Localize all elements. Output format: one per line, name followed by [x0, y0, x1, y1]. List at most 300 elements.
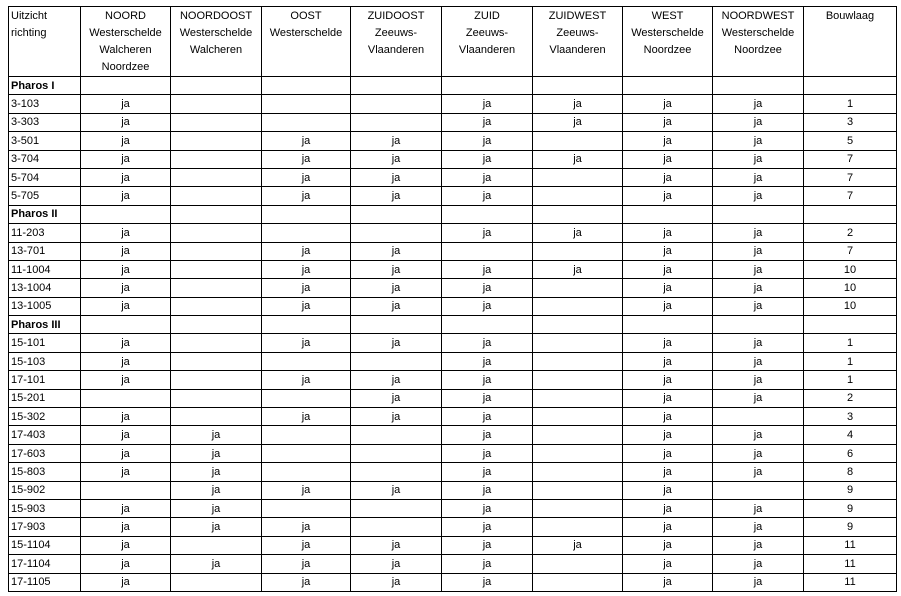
view-cell	[533, 518, 623, 536]
empty-cell	[533, 316, 623, 334]
view-cell: ja	[442, 518, 533, 536]
header-noordoost: NOORDOOST Westerschelde Walcheren	[171, 7, 262, 77]
table-row	[9, 224, 897, 242]
table-row	[9, 297, 897, 315]
view-cell: ja	[81, 224, 171, 242]
table-row	[9, 352, 897, 370]
view-cell: ja	[442, 573, 533, 591]
view-cell	[351, 426, 442, 444]
view-cell: ja	[533, 224, 623, 242]
table-row	[9, 150, 897, 168]
floor-level-cell: 3	[804, 113, 897, 131]
view-cell: ja	[81, 463, 171, 481]
view-cell: ja	[442, 555, 533, 573]
floor-level-cell: 1	[804, 352, 897, 370]
unit-number-cell: 15-903	[9, 499, 81, 517]
empty-cell	[351, 205, 442, 223]
empty-cell	[171, 316, 262, 334]
empty-cell	[262, 205, 351, 223]
view-cell	[351, 518, 442, 536]
view-cell: ja	[442, 260, 533, 278]
view-cell: ja	[442, 297, 533, 315]
view-cell: ja	[351, 481, 442, 499]
view-cell	[533, 132, 623, 150]
unit-number-cell: 17-403	[9, 426, 81, 444]
unit-number-cell: 15-1104	[9, 536, 81, 554]
view-cell: ja	[623, 389, 713, 407]
view-cell: ja	[623, 168, 713, 186]
view-cell: ja	[81, 573, 171, 591]
view-cell: ja	[81, 132, 171, 150]
view-cell: ja	[81, 95, 171, 113]
view-cell	[351, 95, 442, 113]
view-cell: ja	[533, 260, 623, 278]
view-cell: ja	[262, 555, 351, 573]
empty-cell	[533, 77, 623, 95]
view-cell	[533, 444, 623, 462]
view-cell	[533, 334, 623, 352]
unit-number-cell: 11-203	[9, 224, 81, 242]
view-cell	[533, 408, 623, 426]
view-cell: ja	[442, 113, 533, 131]
view-cell	[533, 555, 623, 573]
view-cell	[351, 444, 442, 462]
empty-cell	[713, 205, 804, 223]
floor-level-cell: 9	[804, 518, 897, 536]
view-cell	[171, 371, 262, 389]
view-cell: ja	[81, 113, 171, 131]
view-cell: ja	[623, 334, 713, 352]
floor-level-cell: 10	[804, 279, 897, 297]
view-cell	[713, 481, 804, 499]
group-header-row	[9, 205, 897, 223]
view-cell	[262, 499, 351, 517]
view-cell: ja	[713, 573, 804, 591]
view-cell	[533, 371, 623, 389]
view-cell	[262, 426, 351, 444]
empty-cell	[81, 77, 171, 95]
empty-cell	[804, 77, 897, 95]
empty-cell	[171, 77, 262, 95]
table-row	[9, 279, 897, 297]
unit-number-cell: 15-103	[9, 352, 81, 370]
view-cell: ja	[262, 150, 351, 168]
view-cell: ja	[262, 279, 351, 297]
view-cell: ja	[713, 260, 804, 278]
view-cell	[262, 95, 351, 113]
view-cell: ja	[81, 150, 171, 168]
view-cell: ja	[533, 150, 623, 168]
view-cell	[351, 224, 442, 242]
floor-level-cell: 1	[804, 334, 897, 352]
view-cell	[171, 132, 262, 150]
empty-cell	[81, 205, 171, 223]
empty-cell	[262, 77, 351, 95]
table-row	[9, 573, 897, 591]
view-cell	[713, 408, 804, 426]
view-cell: ja	[351, 555, 442, 573]
table-row	[9, 371, 897, 389]
view-cell: ja	[623, 573, 713, 591]
floor-level-cell: 2	[804, 389, 897, 407]
view-cell: ja	[262, 260, 351, 278]
empty-cell	[171, 205, 262, 223]
header-noordwest: NOORDWEST Westerschelde Noordzee	[713, 7, 804, 77]
view-cell: ja	[623, 95, 713, 113]
view-cell: ja	[713, 426, 804, 444]
view-cell: ja	[713, 242, 804, 260]
empty-cell	[442, 205, 533, 223]
header-row	[9, 7, 897, 77]
unit-number-cell: 15-302	[9, 408, 81, 426]
table-row	[9, 334, 897, 352]
view-cell: ja	[623, 444, 713, 462]
view-cell: ja	[442, 352, 533, 370]
view-cell: ja	[171, 499, 262, 517]
view-cell	[171, 536, 262, 554]
view-cell: ja	[351, 150, 442, 168]
view-cell: ja	[442, 224, 533, 242]
header-uitzicht-richting: Uitzicht richting	[9, 7, 81, 77]
group-header-row	[9, 316, 897, 334]
view-cell	[262, 463, 351, 481]
empty-cell	[713, 316, 804, 334]
view-cell: ja	[171, 518, 262, 536]
view-cell	[171, 573, 262, 591]
view-cell: ja	[442, 187, 533, 205]
view-cell	[351, 352, 442, 370]
unit-number-cell: 17-101	[9, 371, 81, 389]
unit-number-cell: 11-1004	[9, 260, 81, 278]
view-cell: ja	[351, 371, 442, 389]
view-cell: ja	[442, 499, 533, 517]
view-cell	[171, 113, 262, 131]
view-cell: ja	[171, 426, 262, 444]
view-direction-table	[8, 6, 897, 592]
table-row	[9, 242, 897, 260]
view-cell: ja	[81, 260, 171, 278]
view-cell	[262, 444, 351, 462]
view-cell: ja	[623, 518, 713, 536]
view-cell: ja	[713, 334, 804, 352]
header-oost: OOST Westerschelde	[262, 7, 351, 77]
view-cell	[171, 408, 262, 426]
empty-cell	[623, 316, 713, 334]
view-cell: ja	[351, 297, 442, 315]
empty-cell	[351, 316, 442, 334]
view-cell: ja	[351, 408, 442, 426]
view-cell	[81, 481, 171, 499]
header-zuidwest: ZUIDWEST Zeeuws- Vlaanderen	[533, 7, 623, 77]
view-cell: ja	[623, 260, 713, 278]
view-cell: ja	[262, 242, 351, 260]
view-cell: ja	[262, 187, 351, 205]
group-label: Pharos III	[9, 316, 81, 334]
view-cell: ja	[713, 444, 804, 462]
view-cell: ja	[351, 132, 442, 150]
view-cell: ja	[442, 334, 533, 352]
unit-number-cell: 17-603	[9, 444, 81, 462]
header-noord: NOORD Westerschelde Walcheren Noordzee	[81, 7, 171, 77]
unit-number-cell: 13-701	[9, 242, 81, 260]
view-cell: ja	[713, 187, 804, 205]
view-cell: ja	[442, 168, 533, 186]
view-cell: ja	[262, 408, 351, 426]
view-cell: ja	[533, 113, 623, 131]
view-cell: ja	[623, 463, 713, 481]
view-cell: ja	[351, 389, 442, 407]
group-label: Pharos I	[9, 77, 81, 95]
view-cell: ja	[81, 279, 171, 297]
view-cell: ja	[442, 389, 533, 407]
view-cell: ja	[533, 95, 623, 113]
empty-cell	[442, 77, 533, 95]
view-cell: ja	[81, 371, 171, 389]
unit-number-cell: 15-902	[9, 481, 81, 499]
view-cell: ja	[262, 536, 351, 554]
view-cell: ja	[713, 499, 804, 517]
view-cell: ja	[262, 573, 351, 591]
view-cell: ja	[713, 352, 804, 370]
view-cell: ja	[81, 536, 171, 554]
view-cell	[171, 224, 262, 242]
view-cell	[171, 389, 262, 407]
view-cell: ja	[623, 371, 713, 389]
view-cell: ja	[262, 481, 351, 499]
view-cell: ja	[171, 555, 262, 573]
view-cell	[533, 499, 623, 517]
view-cell: ja	[81, 352, 171, 370]
view-cell: ja	[623, 297, 713, 315]
view-cell: ja	[442, 481, 533, 499]
empty-cell	[262, 316, 351, 334]
view-cell: ja	[171, 463, 262, 481]
group-label: Pharos II	[9, 205, 81, 223]
view-cell: ja	[623, 499, 713, 517]
view-cell: ja	[623, 555, 713, 573]
floor-level-cell: 7	[804, 168, 897, 186]
view-cell: ja	[623, 426, 713, 444]
view-cell: ja	[262, 168, 351, 186]
view-cell: ja	[442, 426, 533, 444]
view-cell	[81, 389, 171, 407]
empty-cell	[533, 205, 623, 223]
view-cell: ja	[351, 334, 442, 352]
view-cell: ja	[442, 536, 533, 554]
header-bouwlaag: Bouwlaag	[804, 7, 897, 77]
view-cell	[351, 113, 442, 131]
unit-number-cell: 17-1104	[9, 555, 81, 573]
view-cell: ja	[81, 499, 171, 517]
unit-number-cell: 13-1005	[9, 297, 81, 315]
floor-level-cell: 9	[804, 481, 897, 499]
floor-level-cell: 4	[804, 426, 897, 444]
view-cell: ja	[713, 279, 804, 297]
unit-number-cell: 15-803	[9, 463, 81, 481]
view-cell: ja	[713, 389, 804, 407]
unit-number-cell: 15-101	[9, 334, 81, 352]
view-cell	[442, 242, 533, 260]
floor-level-cell: 2	[804, 224, 897, 242]
floor-level-cell: 6	[804, 444, 897, 462]
view-cell	[533, 573, 623, 591]
view-cell: ja	[262, 334, 351, 352]
view-cell: ja	[713, 518, 804, 536]
view-cell	[262, 389, 351, 407]
unit-number-cell: 17-1105	[9, 573, 81, 591]
empty-cell	[351, 77, 442, 95]
table-row	[9, 408, 897, 426]
view-cell: ja	[713, 113, 804, 131]
view-cell: ja	[262, 371, 351, 389]
table-row	[9, 132, 897, 150]
view-cell: ja	[171, 481, 262, 499]
empty-cell	[804, 316, 897, 334]
table-row	[9, 95, 897, 113]
empty-cell	[804, 205, 897, 223]
view-cell: ja	[442, 95, 533, 113]
view-cell	[171, 260, 262, 278]
empty-cell	[713, 77, 804, 95]
view-cell: ja	[81, 334, 171, 352]
view-cell: ja	[623, 242, 713, 260]
view-cell: ja	[713, 224, 804, 242]
view-cell: ja	[623, 113, 713, 131]
view-cell: ja	[442, 444, 533, 462]
table-row	[9, 389, 897, 407]
table-row	[9, 463, 897, 481]
view-cell: ja	[81, 518, 171, 536]
header-west: WEST Westerschelde Noordzee	[623, 7, 713, 77]
view-cell: ja	[623, 224, 713, 242]
view-cell	[351, 463, 442, 481]
floor-level-cell: 10	[804, 260, 897, 278]
view-cell	[171, 187, 262, 205]
view-cell	[351, 499, 442, 517]
view-cell: ja	[623, 352, 713, 370]
view-cell	[533, 279, 623, 297]
view-cell: ja	[623, 187, 713, 205]
unit-number-cell: 13-1004	[9, 279, 81, 297]
view-cell: ja	[81, 555, 171, 573]
view-cell: ja	[81, 426, 171, 444]
floor-level-cell: 1	[804, 371, 897, 389]
view-cell: ja	[442, 408, 533, 426]
floor-level-cell: 11	[804, 555, 897, 573]
table-row	[9, 518, 897, 536]
table-body	[9, 77, 897, 592]
view-cell: ja	[623, 132, 713, 150]
view-cell: ja	[623, 279, 713, 297]
view-cell: ja	[713, 555, 804, 573]
floor-level-cell: 7	[804, 187, 897, 205]
table-row	[9, 555, 897, 573]
unit-number-cell: 15-201	[9, 389, 81, 407]
view-cell: ja	[171, 444, 262, 462]
unit-number-cell: 5-705	[9, 187, 81, 205]
view-cell: ja	[81, 408, 171, 426]
table-row	[9, 426, 897, 444]
view-cell	[171, 95, 262, 113]
view-cell	[533, 481, 623, 499]
view-cell	[171, 279, 262, 297]
view-cell: ja	[351, 573, 442, 591]
view-cell	[533, 168, 623, 186]
view-cell	[533, 389, 623, 407]
view-cell	[533, 352, 623, 370]
floor-level-cell: 11	[804, 573, 897, 591]
view-cell	[262, 352, 351, 370]
view-cell: ja	[623, 150, 713, 168]
view-cell: ja	[713, 132, 804, 150]
view-cell	[171, 352, 262, 370]
view-cell: ja	[351, 168, 442, 186]
view-cell: ja	[81, 297, 171, 315]
view-cell	[262, 224, 351, 242]
floor-level-cell: 1	[804, 95, 897, 113]
view-cell: ja	[351, 187, 442, 205]
empty-cell	[442, 316, 533, 334]
table-row	[9, 499, 897, 517]
table-row	[9, 168, 897, 186]
unit-number-cell: 5-704	[9, 168, 81, 186]
view-cell: ja	[351, 279, 442, 297]
empty-cell	[623, 77, 713, 95]
group-header-row	[9, 77, 897, 95]
view-cell: ja	[442, 279, 533, 297]
view-cell: ja	[623, 481, 713, 499]
view-cell	[533, 242, 623, 260]
floor-level-cell: 3	[804, 408, 897, 426]
unit-number-cell: 3-501	[9, 132, 81, 150]
floor-level-cell: 9	[804, 499, 897, 517]
header-zuidoost: ZUIDOOST Zeeuws- Vlaanderen	[351, 7, 442, 77]
view-cell	[171, 334, 262, 352]
view-cell: ja	[442, 150, 533, 168]
view-cell: ja	[81, 444, 171, 462]
view-cell: ja	[623, 536, 713, 554]
view-cell: ja	[442, 463, 533, 481]
floor-level-cell: 11	[804, 536, 897, 554]
view-cell: ja	[262, 297, 351, 315]
table-row	[9, 187, 897, 205]
view-cell	[171, 297, 262, 315]
view-cell	[533, 426, 623, 444]
view-cell: ja	[713, 95, 804, 113]
unit-number-cell: 17-903	[9, 518, 81, 536]
table-row	[9, 260, 897, 278]
view-cell: ja	[351, 536, 442, 554]
view-cell: ja	[351, 260, 442, 278]
view-cell: ja	[442, 132, 533, 150]
view-cell: ja	[533, 536, 623, 554]
view-cell	[171, 168, 262, 186]
view-cell	[171, 150, 262, 168]
table-row	[9, 536, 897, 554]
table-row	[9, 444, 897, 462]
floor-level-cell: 5	[804, 132, 897, 150]
view-cell: ja	[713, 168, 804, 186]
view-cell: ja	[262, 518, 351, 536]
floor-level-cell: 8	[804, 463, 897, 481]
view-cell: ja	[623, 408, 713, 426]
view-cell	[533, 187, 623, 205]
unit-number-cell: 3-103	[9, 95, 81, 113]
unit-number-cell: 3-303	[9, 113, 81, 131]
empty-cell	[623, 205, 713, 223]
view-cell: ja	[713, 536, 804, 554]
header-zuid: ZUID Zeeuws- Vlaanderen	[442, 7, 533, 77]
